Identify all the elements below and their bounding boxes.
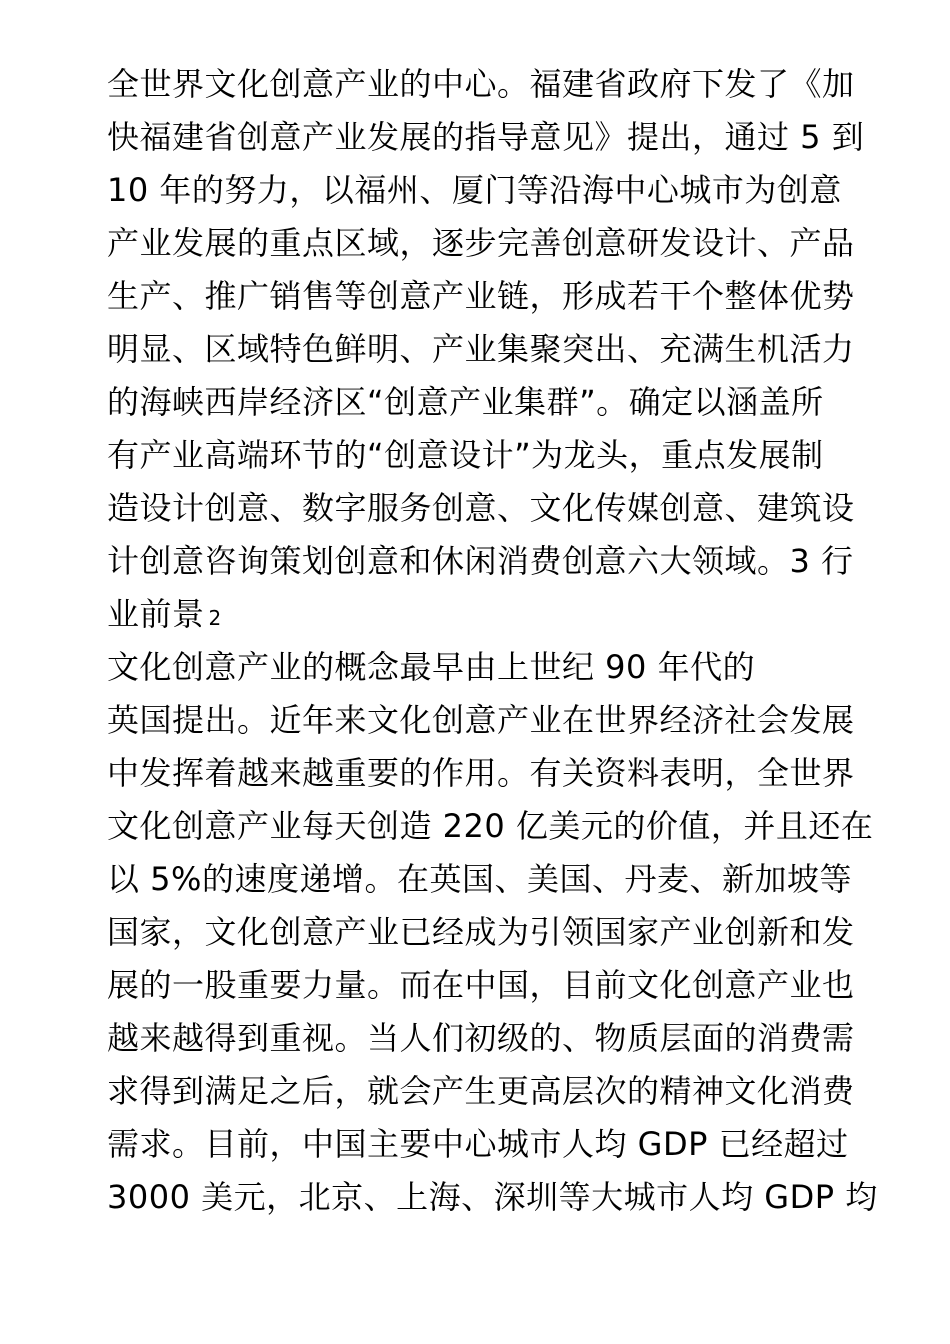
text-line: 生产、推广销售等创意产业链，形成若干个整体优势 — [107, 277, 855, 315]
text-line: 展的一股重要力量。而在中国，目前文化创意产业也 — [107, 966, 855, 1004]
text-line: 明显、区域特色鲜明、产业集聚突出、充满生机活力 — [107, 330, 855, 368]
text-line: 中发挥着越来越重要的作用。有关资料表明，全世界 — [107, 754, 855, 792]
text-line: 10 年的努力，以福州、厦门等沿海中心城市为创意 — [107, 171, 842, 209]
text-line: 文化创意产业的概念最早由上世纪 90 年代的 — [107, 648, 756, 686]
text-line: 英国提出。近年来文化创意产业在世界经济社会发展 — [107, 701, 855, 739]
text-line: 需求。目前，中国主要中心城市人均 GDP 已经超过 — [107, 1125, 849, 1163]
text-line: 的海峡西岸经济区“创意产业集群”。确定以涵盖所 — [107, 383, 824, 421]
text-line: 越来越得到重视。当人们初级的、物质层面的消费需 — [107, 1019, 855, 1057]
heading-suffix: 2 — [208, 606, 222, 630]
text-line: 求得到满足之后，就会产生更高层次的精神文化消费 — [107, 1072, 855, 1110]
section-heading-line — [107, 588, 222, 644]
section-heading-text: 业前景 — [107, 595, 205, 633]
text-line: 以 5%的速度递增。在英国、美国、丹麦、新加坡等 — [107, 860, 852, 898]
text-line: 全世界文化创意产业的中心。福建省政府下发了《加 — [107, 65, 855, 103]
text-line: 计创意咨询策划创意和休闲消费创意六大领域。3 行 — [107, 542, 854, 580]
text-line: 造设计创意、数字服务创意、文化传媒创意、建筑设 — [107, 489, 855, 527]
text-line: 3000 美元，北京、上海、深圳等大城市人均 GDP 均 — [107, 1178, 878, 1216]
text-line: 有产业高端环节的“创意设计”为龙头，重点发展制 — [107, 436, 824, 474]
text-line: 快福建省创意产业发展的指导意见》提出，通过 5 到 — [107, 118, 865, 156]
text-line: 文化创意产业每天创造 220 亿美元的价值，并且还在 — [107, 807, 874, 845]
text-line: 国家，文化创意产业已经成为引领国家产业创新和发 — [107, 913, 855, 951]
text-line: 产业发展的重点区域，逐步完善创意研发设计、产品 — [107, 224, 855, 262]
